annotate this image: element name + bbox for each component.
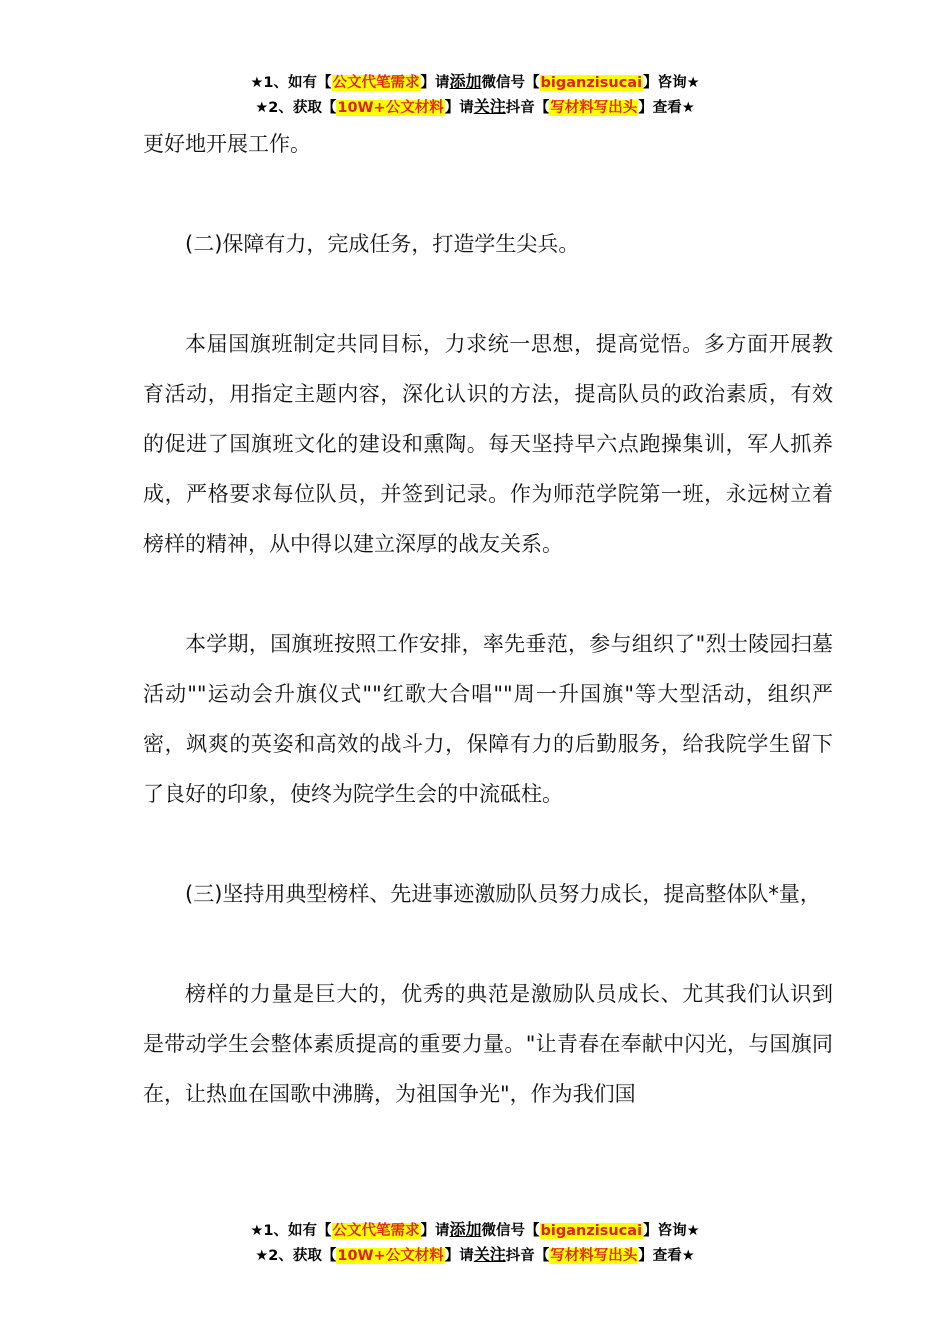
banner-line-1 bbox=[0, 1218, 950, 1243]
paragraph: 榜样的力量是巨大的，优秀的典范是激励队员成长、尤其我们认识到是带动学生会整体素质提高的重要力量。"让青春在奉献中闪光，与国旗同在，让热血在国歌中沸腾，为祖国争光"，作为我们国 bbox=[143, 982, 833, 1106]
banner-text: 】咨询★ bbox=[643, 1223, 700, 1239]
banner-text: ★1、如有【 bbox=[250, 75, 332, 91]
banner-text: 】咨询★ bbox=[643, 75, 700, 91]
banner-highlight: 公文代笔需求 bbox=[332, 1223, 420, 1239]
banner-text: 】请 bbox=[420, 1223, 450, 1239]
section-heading: (三)坚持用典型榜样、先进事迹激励队员努力成长，提高整体队*量， bbox=[185, 882, 821, 906]
banner-highlight: 写材料写出头 bbox=[550, 100, 638, 116]
banner-emphasis: 添加 bbox=[449, 1220, 482, 1239]
banner-line-2 bbox=[0, 1243, 950, 1268]
banner-emphasis: 关注 bbox=[473, 97, 506, 116]
banner-text: 抖音【 bbox=[505, 1248, 550, 1264]
banner-line-1 bbox=[0, 70, 950, 95]
paragraph: 更好地开展工作。 bbox=[143, 132, 311, 156]
top-banner bbox=[0, 70, 950, 120]
banner-emphasis: 关注 bbox=[473, 1245, 506, 1264]
bottom-banner bbox=[0, 1218, 950, 1268]
banner-highlight: 写材料写出头 bbox=[550, 1248, 638, 1264]
banner-highlight: biganzisucai bbox=[540, 75, 643, 91]
banner-highlight: 10W+公文材料 bbox=[337, 1248, 444, 1264]
banner-text: 】查看★ bbox=[638, 100, 695, 116]
banner-text: 抖音【 bbox=[505, 100, 550, 116]
paragraph: 本届国旗班制定共同目标，力求统一思想，提高觉悟。多方面开展教育活动，用指定主题内容，深化认识的方法，提高队员的政治素质，有效的促进了国旗班文化的建设和熏陶。每天坚持早六点跑操集训，军人抓养成，严格要求每位队员，并签到记录。作为师范学院第一班，永远树立着榜样的精神，从中得以建立深厚的战友关系。 bbox=[143, 332, 833, 556]
banner-text: ★2、获取【 bbox=[255, 100, 337, 116]
banner-emphasis: 添加 bbox=[449, 72, 482, 91]
banner-line-2 bbox=[0, 95, 950, 120]
banner-text: 】查看★ bbox=[638, 1248, 695, 1264]
banner-highlight: 10W+公文材料 bbox=[337, 100, 444, 116]
banner-text: 微信号【 bbox=[481, 75, 540, 91]
banner-highlight: 公文代笔需求 bbox=[332, 75, 420, 91]
document-body bbox=[143, 119, 833, 1119]
banner-text: 微信号【 bbox=[481, 1223, 540, 1239]
paragraph: 本学期，国旗班按照工作安排，率先垂范，参与组织了"烈士陵园扫墓活动""运动会升旗仪式""红歌大合唱""周一升国旗"等大型活动，组织严密，飒爽的英姿和高效的战斗力，保障有力的后勤服务，给我院学生留下了良好的印象，使终为院学生会的中流砥柱。 bbox=[143, 632, 833, 806]
section-heading: (二)保障有力，完成任务，打造学生尖兵。 bbox=[185, 232, 580, 256]
banner-text: ★1、如有【 bbox=[250, 1223, 332, 1239]
banner-text: 】请 bbox=[444, 100, 474, 116]
banner-text: 】请 bbox=[420, 75, 450, 91]
banner-text: ★2、获取【 bbox=[255, 1248, 337, 1264]
banner-text: 】请 bbox=[444, 1248, 474, 1264]
banner-highlight: biganzisucai bbox=[540, 1223, 643, 1239]
